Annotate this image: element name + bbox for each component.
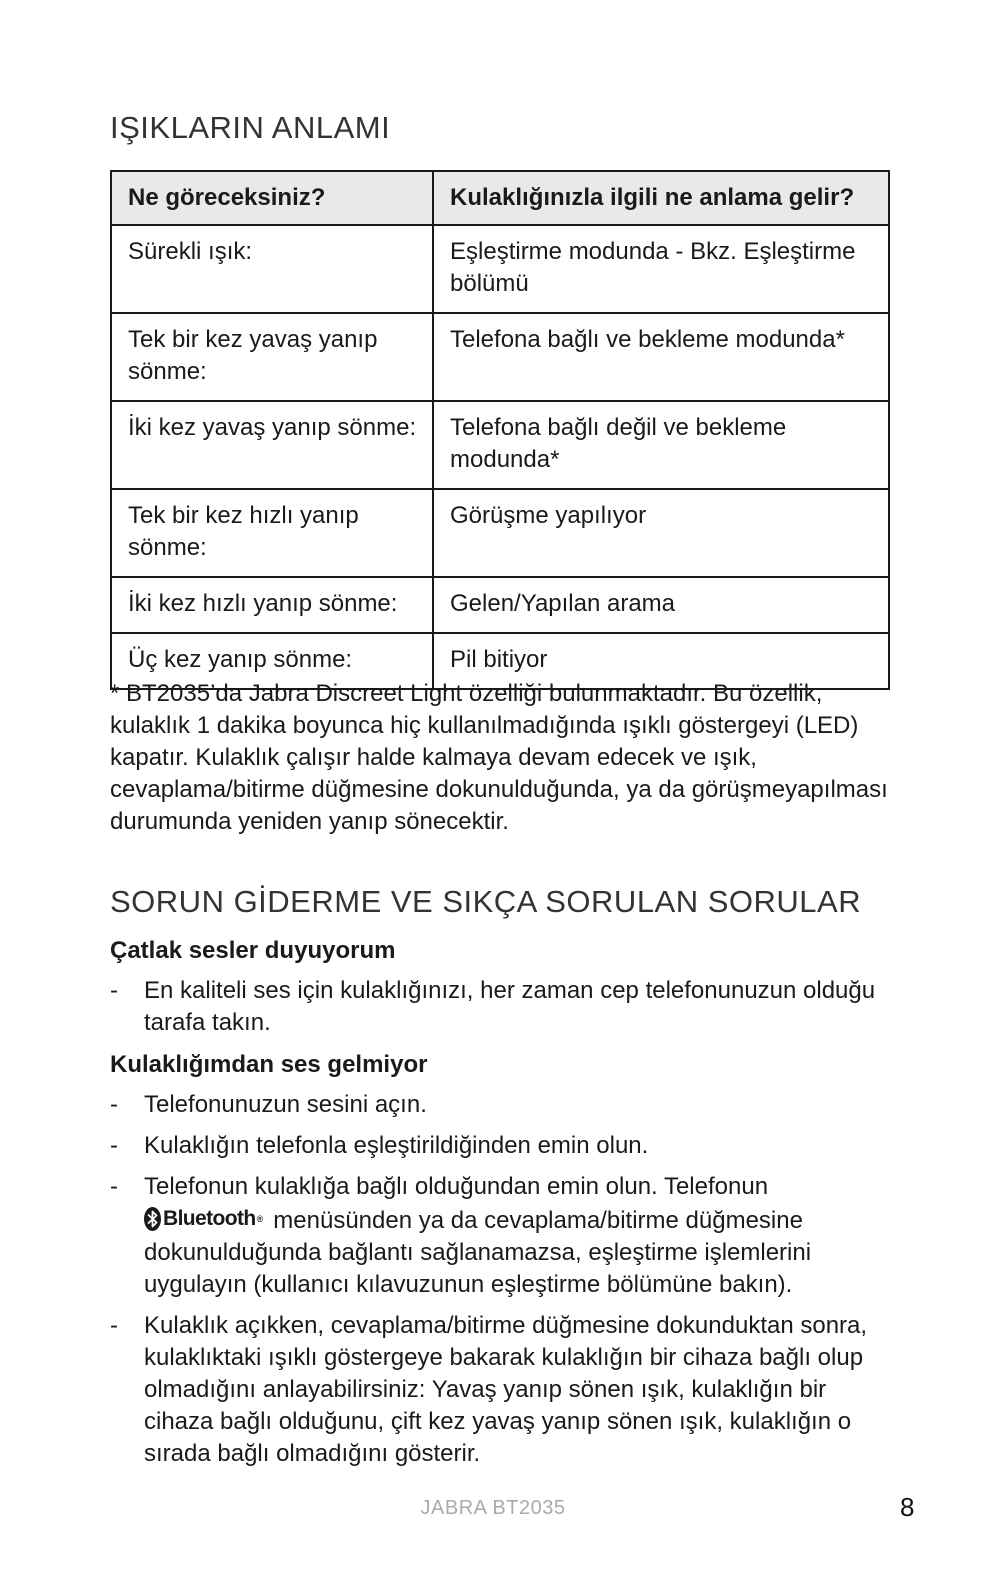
- table-cell: Tek bir kez hızlı yanıp sönme:: [111, 489, 433, 577]
- bluetooth-wordmark: Bluetooth: [163, 1207, 256, 1230]
- faq-answer-text: Kulaklık açıkken, cevaplama/bitirme düğmesine dokunduktan sonra, kulaklıktaki ışıklı göstergeye bakarak kulaklığın bir cihaza bağlı olup olmadığını anlayabilirsiniz: Yavaş yanıp sönen ışık, kulaklığın bir cihaza bağlı olduğunu, çift kez yavaş yanıp sönen ışık, kulaklığın o sırada bağlı olmadığını gösterir.: [144, 1312, 868, 1467]
- list-item: [110, 1310, 890, 1470]
- table-cell: Pil bitiyor: [433, 633, 889, 689]
- table-cell: İki kez hızlı yanıp sönme:: [111, 577, 433, 633]
- table-header: Ne göreceksiniz?: [111, 171, 433, 225]
- faq-answer-list: [110, 975, 890, 1039]
- table-cell: Telefona bağlı değil ve bekleme modunda*: [433, 401, 889, 489]
- faq-question-heading: Çatlak sesler duyuyorum: [110, 937, 396, 964]
- bullet-dash: -: [110, 1132, 118, 1159]
- bluetooth-icon: [144, 1207, 161, 1231]
- faq-answer-text: menüsünden ya da cevaplama/bitirme düğmesine dokunulduğunda bağlantı sağlanamazsa, eşleştirme işlemlerini uygulayın (kullanıcı kılavuzunun eşleştirme bölümüne bakın).: [144, 1207, 812, 1298]
- list-item: [110, 1130, 890, 1162]
- page-number: 8: [900, 1492, 915, 1522]
- list-item: [110, 1171, 890, 1301]
- table-cell: Gelen/Yapılan arama: [433, 577, 889, 633]
- section-title-lights: IŞIKLARIN ANLAMI: [110, 110, 391, 145]
- table-row: [111, 577, 889, 633]
- list-item: [110, 1089, 890, 1121]
- table-cell: Telefona bağlı ve bekleme modunda*: [433, 313, 889, 401]
- faq-answer-text: Kulaklığın telefonla eşleştirildiğinden emin olun.: [144, 1132, 649, 1159]
- table-row: [111, 489, 889, 577]
- table-cell: Sürekli ışık:: [111, 225, 433, 313]
- faq-answer-text: Telefonunuzun sesini açın.: [144, 1091, 427, 1118]
- faq-answer-text: En kaliteli ses için kulaklığınızı, her zaman cep telefonunuzun olduğu tarafa takın.: [144, 977, 876, 1036]
- faq-question-heading: Kulaklığımdan ses gelmiyor: [110, 1051, 428, 1078]
- faq-answer-text: Telefonun kulaklığa bağlı olduğundan emin olun. Telefonun: [144, 1173, 769, 1200]
- table-cell: Tek bir kez yavaş yanıp sönme:: [111, 313, 433, 401]
- faq-answer-list: [110, 1089, 890, 1470]
- footer-brand: JABRA BT2035: [420, 1497, 566, 1519]
- bluetooth-logo: [144, 1203, 263, 1235]
- light-meaning-table: [110, 170, 890, 690]
- table-header-row: [111, 171, 889, 225]
- table-row: [111, 225, 889, 313]
- section-title-troubleshooting: SORUN GİDERME VE SIKÇA SORULAN SORULAR: [110, 884, 862, 919]
- discreet-light-footnote: * BT2035’da Jabra Discreet Light özelliği bulunmaktadır. Bu özellik, kulaklık 1 dakika boyunca hiç kullanılmadığında ışıklı göstergeyi (LED) kapatır. Kulaklık çalışır halde kalmaya devam edecek ve ışık, cevaplama/bitirme düğmesine dokunulduğunda, ya da görüşmeyapılması durumunda yeniden yanıp sönecektir.: [110, 680, 888, 835]
- table-cell: Görüşme yapılıyor: [433, 489, 889, 577]
- trademark-sign: ®: [256, 1214, 263, 1224]
- table-cell: İki kez yavaş yanıp sönme:: [111, 401, 433, 489]
- bullet-dash: -: [110, 977, 118, 1004]
- bullet-dash: -: [110, 1312, 118, 1339]
- table-cell: Eşleştirme modunda - Bkz. Eşleştirme bölümü: [433, 225, 889, 313]
- table-header: Kulaklığınızla ilgili ne anlama gelir?: [433, 171, 889, 225]
- table-cell: Üç kez yanıp sönme:: [111, 633, 433, 689]
- table-row: [111, 313, 889, 401]
- bullet-dash: -: [110, 1091, 118, 1118]
- table-row: [111, 401, 889, 489]
- list-item: [110, 975, 890, 1039]
- faq-list: [110, 935, 890, 1479]
- bullet-dash: -: [110, 1173, 118, 1200]
